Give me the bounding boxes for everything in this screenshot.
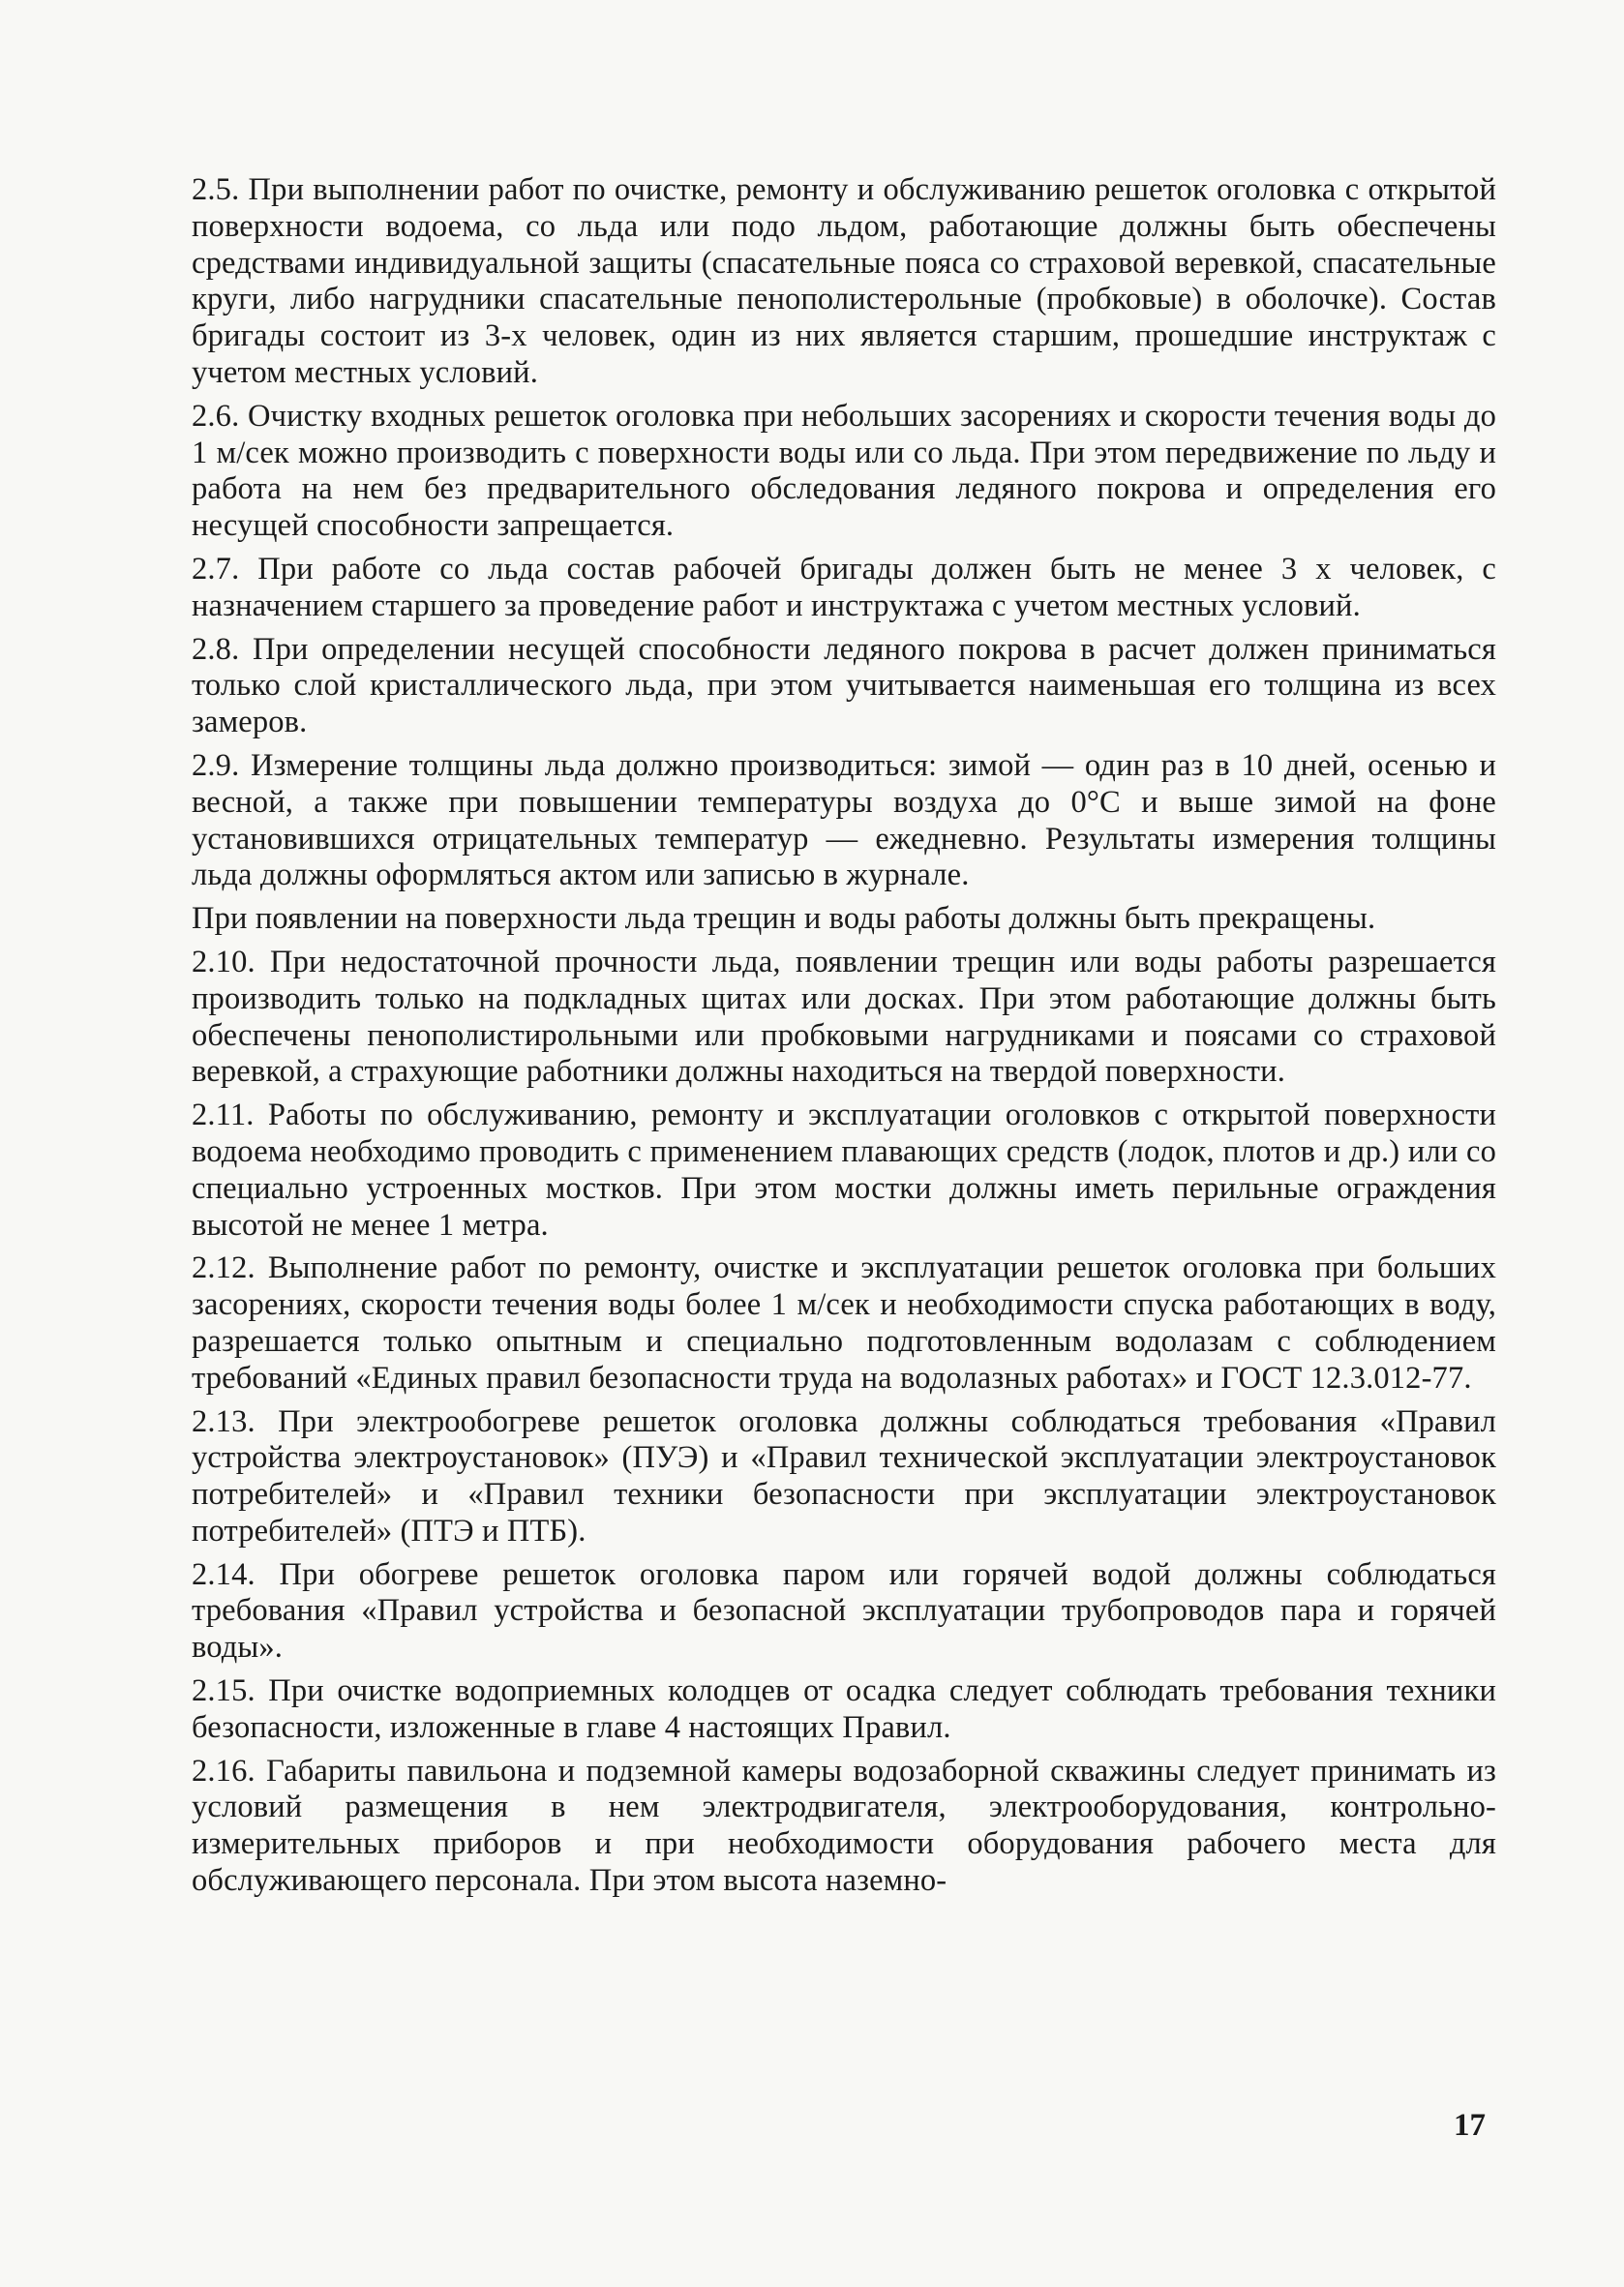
paragraph-2-12: 2.12. Выполнение работ по ремонту, очистке и эксплуатации решеток оголовка при больших засорениях, скорости течения воды более 1 м/сек и необходимости спуска работающих в воду, разрешается только опытным и специально подготовленным водолазам с соблюдением требований «Единых правил безопасности труда на водолазных работах» и ГОСТ 12.3.012-77. xyxy=(192,1250,1496,1396)
paragraph-2-7: 2.7. При работе со льда состав рабочей бригады должен быть не менее 3 х человек, с назначением старшего за проведение работ и инструктажа с учетом местных условий. xyxy=(192,551,1496,623)
paragraph-2-11: 2.11. Работы по обслуживанию, ремонту и эксплуатации оголовков с открытой поверхности водоема необходимо проводить с применением плавающих средств (лодок, плотов и др.) или со специально устроенных мостков. При этом мостки должны иметь перильные ограждения высотой не менее 1 метра. xyxy=(192,1098,1496,1243)
paragraph-2-8: 2.8. При определении несущей способности ледяного покрова в расчет должен приниматься только слой кристаллического льда, при этом учитывается наименьшая его толщина из всех замеров. xyxy=(192,631,1496,740)
paragraph-2-13: 2.13. При электрообогреве решеток оголовка должны соблюдаться требования «Правил устройства электроустановок» (ПУЭ) и «Правил технической эксплуатации электроустановок потребителей» и «Правил техники безопасности при эксплуатации электроустановок потребителей» (ПТЭ и ПТБ). xyxy=(192,1403,1496,1549)
paragraph-2-6: 2.6. Очистку входных решеток оголовка при небольших засорениях и скорости течения воды до 1 м/сек можно производить с поверхности воды или со льда. При этом передвижение по льду и работа на нем без предварительного обследования ледяного покрова и определения его несущей способности запрещается. xyxy=(192,398,1496,544)
paragraph-2-15: 2.15. При очистке водоприемных колодцев от осадка следует соблюдать требования техники безопасности, изложенные в главе 4 настоящих Правил. xyxy=(192,1673,1496,1745)
paragraph-2-10: 2.10. При недостаточной прочности льда, появлении трещин или воды работы разрешается производить только на подкладных щитах или досках. При этом работающие должны быть обеспечены пенополистирольными или пробковыми нагрудниками и поясами со страховой веревкой, а страхующие работники должны находиться на твердой поверхности. xyxy=(192,944,1496,1090)
paragraph-2-9-continued: При появлении на поверхности льда трещин и воды работы должны быть прекращены. xyxy=(192,901,1376,937)
body-text xyxy=(192,172,1496,1907)
paragraph-2-16: 2.16. Габариты павильона и подземной камеры водозаборной скважины следует принимать из условий размещения в нем электродвигателя, электрооборудования, контрольно-измерительных приборов и при необходимости оборудования рабочего места для обслуживающего персонала. При этом высота наземно- xyxy=(192,1753,1496,1899)
page-number: 17 xyxy=(1454,2108,1486,2143)
paragraph-2-14: 2.14. При обогреве решеток оголовка паром или горячей водой должны соблюдаться требования «Правил устройства и безопасной эксплуатации трубопроводов пара и горячей воды». xyxy=(192,1556,1496,1666)
paragraph-2-9: 2.9. Измерение толщины льда должно производиться: зимой — один раз в 10 дней, осенью и весной, а также при повышении температуры воздуха до 0°С и выше зимой на фоне установившихся отрицательных температур — ежедневно. Результаты измерения толщины льда должны оформляться актом или записью в журнале. xyxy=(192,747,1496,893)
paragraph-2-5: 2.5. При выполнении работ по очистке, ремонту и обслуживанию решеток оголовка с открытой поверхности водоема, со льда или подо льдом, работающие должны быть обеспечены средствами индивидуальной защиты (спасательные пояса со страховой веревкой, спасательные круги, либо нагрудники спасательные пенополистерольные (пробковые) в оболочке). Состав бригады состоит из 3-х человек, один из них является старшим, прошедшие инструктаж с учетом местных условий. xyxy=(192,172,1496,390)
